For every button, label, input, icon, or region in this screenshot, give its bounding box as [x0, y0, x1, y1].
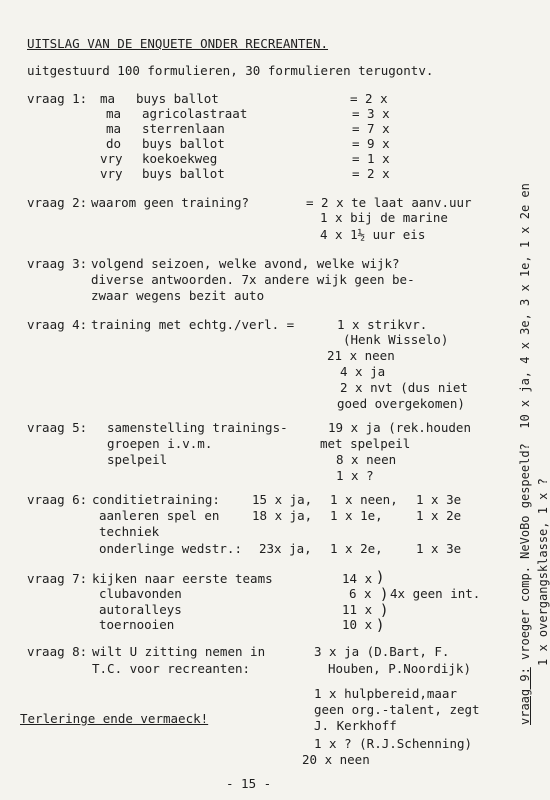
q2-label: vraag 2: [27, 195, 88, 210]
q9-label: vraag 9: [518, 667, 532, 725]
q6-other: 1 x 1e, [330, 508, 383, 523]
q1-row-count: = 2 x [350, 91, 388, 106]
q6-item: conditietraining: [92, 492, 220, 507]
q7-brace: ) [377, 568, 383, 586]
q1-row-place: buys ballot [142, 136, 225, 151]
q6-other: 1 x 3e [416, 541, 462, 556]
q8-line: wilt U zitting nemen in [92, 644, 266, 659]
q6-other: 1 x neen, [330, 492, 398, 507]
q5-answer: 19 x ja (rek.houden [328, 420, 471, 435]
q5-label: vraag 5: [27, 420, 88, 435]
q4-answer: goed overgekomen) [337, 396, 465, 411]
q8-answer: 3 x ja (D.Bart, F. [314, 644, 450, 659]
q7-brace: ) [381, 585, 387, 603]
q3-line: volgend seizoen, welke avond, welke wijk? [91, 256, 400, 271]
q6-label: vraag 6: [27, 492, 88, 507]
q1-row-place: sterrenlaan [142, 121, 225, 136]
q5-line: spelpeil [107, 452, 168, 467]
q1-row-day: do [106, 136, 122, 151]
q7-item: kijken naar eerste teams [92, 571, 273, 586]
q7-brace: ) [377, 616, 383, 634]
q1-row-place: koekoekweg [142, 151, 218, 166]
q4-answer: 1 x strikvr. [337, 317, 428, 332]
q1-row-count: = 9 x [352, 136, 390, 151]
document-title: UITSLAG VAN DE ENQUETE ONDER RECREANTEN. [27, 36, 329, 51]
q1-row-day: ma [100, 91, 116, 106]
q8-answer: geen org.-talent, zegt [314, 702, 480, 717]
q6-item: aanleren spel en [99, 508, 220, 523]
q6-other: 1 x 3e [416, 492, 462, 507]
q6-item: techniek [99, 524, 160, 539]
q9-rotated-text [518, 183, 532, 725]
q8-answer: J. Kerkhoff [314, 718, 397, 733]
q7-item: clubavonden [99, 586, 182, 601]
intro-line: uitgestuurd 100 formulieren, 30 formulieren terugontv. [27, 63, 434, 78]
q4-question: training met echtg./verl. = [91, 317, 295, 332]
q1-row-day: ma [106, 106, 122, 121]
q1-row-day: vry [100, 151, 123, 166]
q4-answer: 21 x neen [327, 348, 395, 363]
q6-yes: 23x ja, [259, 541, 312, 556]
q7-label: vraag 7: [27, 571, 88, 586]
q5-answer: 1 x ? [336, 468, 374, 483]
q3-line: diverse antwoorden. 7x andere wijk geen be- [91, 272, 415, 287]
q1-row-count: = 2 x [352, 166, 390, 181]
q1-row-day: vry [100, 166, 123, 181]
q1-row-day: ma [106, 121, 122, 136]
q1-row-place: buys ballot [142, 166, 225, 181]
q5-answer: met spelpeil [320, 436, 411, 451]
q3-label: vraag 3: [27, 256, 88, 271]
q8-answer: 1 x hulpbereid,maar [314, 686, 457, 701]
q7-count: 10 x [342, 617, 373, 632]
q2-answer: = 2 x te laat aanv.uur [306, 195, 472, 210]
q2-answer: 4 x 1½ uur eis [320, 227, 426, 242]
q6-other: 1 x 2e [416, 508, 462, 523]
q5-line: groepen i.v.m. [107, 436, 213, 451]
q7-count: 14 x [342, 571, 373, 586]
q3-line: zwaar wegens bezit auto [91, 288, 265, 303]
q4-answer: (Henk Wisselo) [343, 332, 449, 347]
q7-item: autoralleys [99, 602, 182, 617]
q9-rotated-text-continued [536, 478, 550, 666]
q7-brace: ) [381, 601, 387, 619]
q4-label: vraag 4: [27, 317, 88, 332]
q8-label: vraag 8: [27, 644, 88, 659]
q6-item: onderlinge wedstr.: [99, 541, 242, 556]
q1-row-place: buys ballot [136, 91, 219, 106]
q6-yes: 18 x ja, [252, 508, 313, 523]
q1-label: vraag 1: [27, 91, 88, 106]
q9-line: 1 x overgangsklasse, 1 x ? [536, 478, 550, 666]
q1-row-count: = 1 x [352, 151, 390, 166]
q2-question: waarom geen training? [91, 195, 250, 210]
q2-answer: 1 x bij de marine [320, 210, 448, 225]
q8-answer: Houben, P.Noordijk) [328, 661, 471, 676]
q8-answer: 20 x neen [302, 752, 370, 767]
q8-answer: 1 x ? (R.J.Schenning) [314, 736, 473, 751]
q7-note: 4x geen int. [390, 586, 481, 601]
q6-yes: 15 x ja, [252, 492, 313, 507]
q5-answer: 8 x neen [336, 452, 397, 467]
q1-row-count: = 3 x [352, 106, 390, 121]
q7-count: 6 x [349, 586, 372, 601]
q4-answer: 2 x nvt (dus niet [340, 380, 468, 395]
closing-motto: Terleringe ende vermaeck! [20, 711, 209, 726]
q9-line: vroeger comp. NeVoBo gespeeld? 10 x ja, 4 x 3e, 3 x 1e, 1 x 2e en [518, 183, 532, 660]
q1-row-place: agricolastraat [142, 106, 248, 121]
q7-count: 11 x [342, 602, 373, 617]
page-number: - 15 - [226, 776, 272, 791]
q1-row-count: = 7 x [352, 121, 390, 136]
q8-line: T.C. voor recreanten: [92, 661, 251, 676]
q6-other: 1 x 2e, [330, 541, 383, 556]
q4-answer: 4 x ja [340, 364, 386, 379]
q7-item: toernooien [99, 617, 175, 632]
q5-line: samenstelling trainings- [107, 420, 288, 435]
